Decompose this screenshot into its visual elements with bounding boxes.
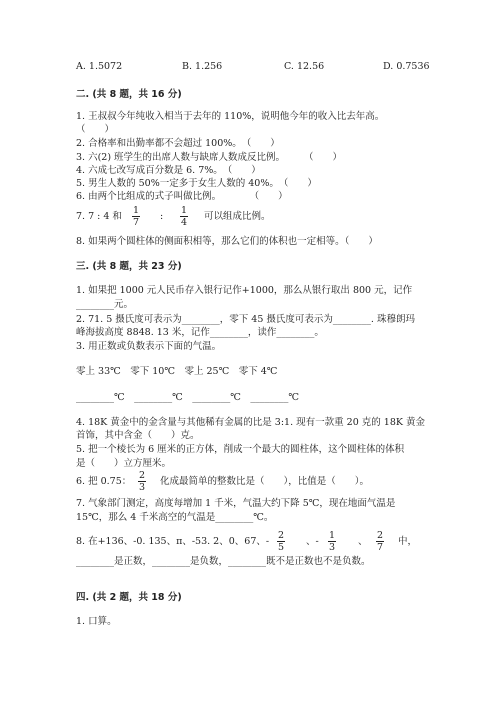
s3-question-8-line2: ________是正数，________是负数，________既不是正数也不是负数。 [76, 556, 371, 567]
s3-question-1-line2: ________元。 [76, 299, 134, 310]
fraction-numerator: 1 [329, 530, 336, 541]
option-b: B. 1.256 [182, 61, 223, 72]
fraction-numerator: 2 [278, 530, 285, 541]
s4-question-1: 1. 口算。 [76, 616, 117, 627]
s2-question-4: 4. 六成七改写成百分数是 6. 7%。 （ ） [76, 165, 261, 176]
s2-question-3: 3. 六(2) 班学生的出席人数与缺席人数成反比例。 （ ） [76, 152, 343, 163]
section-3-title: 三. (共 8 题，共 23 分) [76, 261, 182, 272]
s3-question-7-line2: 15℃，那么 4 千米高空的气温是________℃。 [76, 512, 274, 523]
fraction-denominator: 3 [139, 482, 146, 493]
s2-question-2: 2. 合格率和出勤率都不会超过 100%。 （ ） [76, 138, 280, 149]
option-c: C. 12.56 [284, 61, 325, 72]
s3-temperature-blanks: ________℃ ________℃ ________℃ ________℃ [76, 392, 300, 403]
s3-question-3: 3. 用正数或负数表示下面的气温。 [76, 341, 222, 352]
s2-q7-fraction-2 [180, 205, 188, 228]
s2-q7-colon: : [160, 211, 164, 222]
s3-question-2-line2: 峰海拔高度 8848. 13 米，记作________，读作________。 [76, 327, 324, 338]
s2-question-8: 8. 如果两个圆柱体的侧面积相等，那么它们的体积也一定相等。（ ） [76, 236, 378, 247]
s3-q8-suffix: 中， [398, 536, 418, 547]
fraction-numerator: 2 [377, 530, 384, 541]
fraction-numerator: 1 [181, 205, 188, 216]
s2-q7-prefix: 7. 7 : 4 和 [76, 211, 122, 222]
s3-temperatures: 零上 33℃ 零下 10℃ 零上 25℃ 零下 4℃ [76, 366, 278, 377]
s2-question-5: 5. 男生人数的 50%一定多于女生人数的 40%。 （ ） [76, 178, 317, 189]
s2-question-1-line2: （ ） [76, 124, 115, 135]
option-a: A. 1.5072 [76, 61, 123, 72]
fraction-numerator: 2 [139, 470, 146, 481]
s2-q7-fraction-1 [132, 205, 140, 228]
s3-q8-prefix: 8. 在+136、-0. 135、π、-53. 2、0、67、- [76, 536, 270, 547]
fraction-denominator: 4 [181, 217, 188, 228]
fraction-denominator: 3 [329, 542, 336, 553]
fraction-denominator: 7 [133, 217, 140, 228]
s3-q6-suffix: 化成最简单的整数比是（ ），比值是（ ）。 [160, 476, 370, 487]
s3-question-4-line1: 4. 18K 黄金中的金含量与其他稀有金属的比是 3:1. 现有一款重 20 克的 18K 黄金 [76, 417, 425, 428]
s3-q8-separator-2: 、 [358, 536, 368, 547]
fraction-denominator: 5 [278, 542, 285, 553]
s2-question-1-line1: 1. 王叔叔今年纯收入相当于去年的 110%，说明他今年的收入比去年高。 [76, 111, 385, 122]
s2-q7-suffix: 可以组成比例。 [204, 211, 271, 222]
option-d: D. 0.7536 [383, 61, 430, 72]
s3-question-2-line1: 2. 71. 5 摄氏度可表示为________，零下 45 摄氏度可表示为________. 珠穆朗玛 [76, 314, 415, 325]
s3-question-1-line1: 1. 如果把 1000 元人民币存入银行记作+1000，那么从银行取出 800 元，记作 [76, 285, 413, 296]
s3-q8-fraction-1 [277, 530, 285, 553]
fraction-numerator: 1 [133, 205, 140, 216]
fraction-denominator: 7 [377, 542, 384, 553]
s3-question-5-line1: 5. 把一个棱长为 6 厘米的正方体，削成一个最大的圆柱体，这个圆柱体的体积 [76, 444, 405, 455]
s3-question-7-line1: 7. 气象部门测定，高度每增加 1 千米，气温大约下降 5℃，现在地面气温是 [76, 498, 396, 509]
s3-q6-prefix: 6. 把 0.75： [76, 476, 132, 487]
s2-question-6: 6. 由两个比组成的式子叫做比例。 （ ） [76, 191, 288, 202]
s3-q8-fraction-2 [328, 530, 336, 553]
s3-question-5-line2: 是（ ）立方厘米。 [76, 458, 172, 469]
s3-q6-fraction [138, 470, 146, 493]
s3-question-4-line2: 首饰，其中含金（ ）克。 [76, 430, 200, 441]
section-4-title: 四. (共 2 题，共 18 分) [76, 592, 182, 603]
s3-q8-separator-1: 、- [306, 536, 319, 547]
s3-q8-fraction-3 [376, 530, 384, 553]
section-2-title: 二. (共 8 题，共 16 分) [76, 89, 182, 100]
